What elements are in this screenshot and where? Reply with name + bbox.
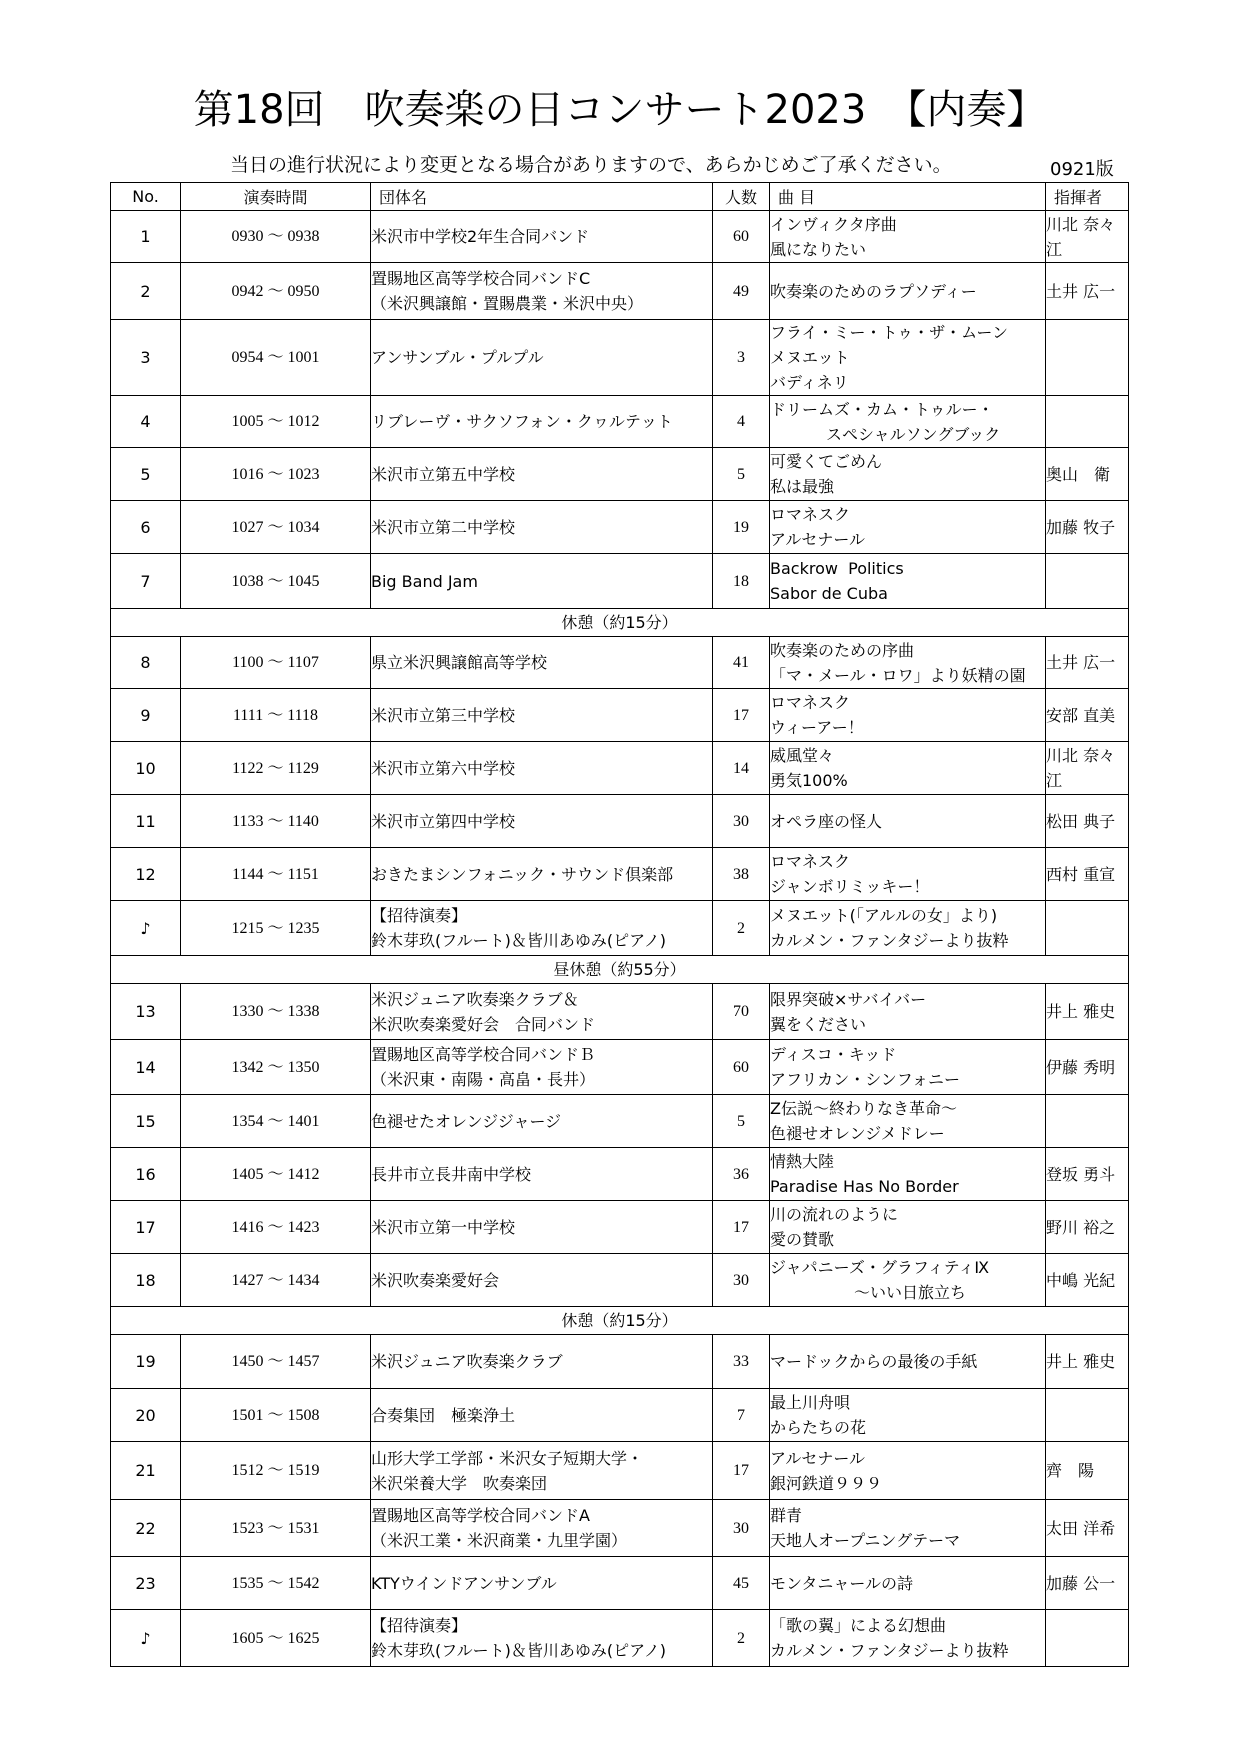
song-title: フライ・ミー・トゥ・ザ・ムーン <box>770 323 1009 342</box>
schedule-row <box>111 211 1129 263</box>
song-title: 「マ・メール・ロワ」より妖精の園 <box>770 665 1026 685</box>
row-number: 4 <box>111 396 181 448</box>
performance-time: 1111 ～ 1118 <box>181 689 371 742</box>
song-title: 「歌の翼」による幻想曲 <box>770 1616 947 1635</box>
song-title: バディネリ <box>770 373 849 392</box>
song-title: 勇気100% <box>770 771 848 790</box>
schedule-body <box>111 211 1129 1667</box>
group-name: 置賜地区高等学校合同バンドC （米沢興譲館・置賜農業・米沢中央） <box>371 263 713 320</box>
schedule-row <box>111 1335 1129 1389</box>
page-title: 第18回 吹奏楽の日コンサート2023 【内奏】 <box>193 87 1047 133</box>
row-number: 15 <box>111 1095 181 1148</box>
performance-time: 0954 ～ 1001 <box>181 320 371 396</box>
member-count: 41 <box>713 637 770 689</box>
performance-time: 1450 ～ 1457 <box>181 1335 371 1389</box>
member-count: 17 <box>713 689 770 742</box>
member-count: 2 <box>713 901 770 956</box>
group-name: 【招待演奏】 鈴木芽玖(フルート)＆皆川あゆみ(ピアノ) <box>371 1610 713 1667</box>
row-number: 1 <box>111 211 181 263</box>
conductor-name: 登坂 勇斗 <box>1046 1148 1129 1201</box>
performance-time: 1005 ～ 1012 <box>181 396 371 448</box>
conductor-name: 松田 典子 <box>1046 795 1129 848</box>
performance-time: 0942 ～ 0950 <box>181 263 371 320</box>
song-list <box>770 1500 1046 1557</box>
performance-time: 0930 ～ 0938 <box>181 211 371 263</box>
performance-time: 1122 ～ 1129 <box>181 742 371 795</box>
song-title: オペラ座の怪人 <box>770 811 883 831</box>
conductor-name: 中嶋 光紀 <box>1046 1254 1129 1307</box>
song-list <box>770 1442 1046 1500</box>
group-name: Big Band Jam <box>371 554 713 609</box>
song-list <box>770 211 1046 263</box>
conductor-name: 伊藤 秀明 <box>1046 1040 1129 1095</box>
member-count: 30 <box>713 795 770 848</box>
song-list <box>770 1610 1046 1667</box>
song-title: ウィーアー！ <box>770 718 864 737</box>
conductor-name: 齊 陽 <box>1046 1442 1129 1500</box>
song-title: ディスコ・キッド <box>770 1045 897 1064</box>
song-title: Paradise Has No Border <box>770 1177 959 1196</box>
group-name: 米沢市立第二中学校 <box>371 501 713 554</box>
row-number: 22 <box>111 1500 181 1557</box>
conductor-name: 太田 洋希 <box>1046 1500 1129 1557</box>
row-number: 9 <box>111 689 181 742</box>
group-name: 米沢ジュニア吹奏楽クラブ＆ 米沢吹奏楽愛好会 合同バンド <box>371 984 713 1040</box>
performance-time: 1427 ～ 1434 <box>181 1254 371 1307</box>
member-count: 60 <box>713 211 770 263</box>
song-title: ジャパニーズ・グラフィティⅨ <box>770 1258 990 1277</box>
song-title: Backrow Politics <box>770 559 904 578</box>
schedule-row <box>111 396 1129 448</box>
song-list <box>770 1201 1046 1254</box>
group-name: 合奏集団 極楽浄土 <box>371 1389 713 1442</box>
conductor-name <box>1046 901 1129 956</box>
group-name: 【招待演奏】 鈴木芽玖(フルート)＆皆川あゆみ(ピアノ) <box>371 901 713 956</box>
song-title: 最上川舟唄 <box>770 1393 851 1412</box>
group-name: 山形大学工学部・米沢女子短期大学・ 米沢栄養大学 吹奏楽団 <box>371 1442 713 1500</box>
row-number: 11 <box>111 795 181 848</box>
song-list <box>770 396 1046 448</box>
conductor-name <box>1046 554 1129 609</box>
song-list <box>770 637 1046 689</box>
break-label: 休憩（約15分） <box>111 1307 1129 1335</box>
member-count: 3 <box>713 320 770 396</box>
conductor-name: 土井 広一 <box>1046 263 1129 320</box>
song-title: 群青 <box>770 1506 803 1525</box>
song-list <box>770 795 1046 848</box>
schedule-row <box>111 1610 1129 1667</box>
member-count: 60 <box>713 1040 770 1095</box>
song-title: ロマネスク <box>770 693 851 712</box>
row-number: 19 <box>111 1335 181 1389</box>
performance-time: 1501 ～ 1508 <box>181 1389 371 1442</box>
song-title: カルメン・ファンタジーより抜粋 <box>770 1641 1009 1660</box>
schedule-row <box>111 554 1129 609</box>
schedule-row <box>111 795 1129 848</box>
conductor-name: 加藤 公一 <box>1046 1557 1129 1610</box>
member-count: 2 <box>713 1610 770 1667</box>
song-title: 愛の賛歌 <box>770 1230 835 1249</box>
member-count: 14 <box>713 742 770 795</box>
schedule-row <box>111 742 1129 795</box>
header-people: 人数 <box>713 183 770 211</box>
schedule-row <box>111 501 1129 554</box>
schedule-row <box>111 689 1129 742</box>
performance-time: 1416 ～ 1423 <box>181 1201 371 1254</box>
row-number: 6 <box>111 501 181 554</box>
conductor-name <box>1046 1095 1129 1148</box>
header-time: 演奏時間 <box>181 183 371 211</box>
group-name: おきたまシンフォニック・サウンド倶楽部 <box>371 848 713 901</box>
group-name: 米沢市中学校2年生合同バンド <box>371 211 713 263</box>
member-count: 17 <box>713 1442 770 1500</box>
song-title: アルセナール <box>770 1448 866 1468</box>
song-title: 限界突破×サバイバー <box>770 989 927 1009</box>
break-row <box>111 1307 1129 1335</box>
song-list <box>770 1040 1046 1095</box>
group-name: 置賜地区高等学校合同バンドA （米沢工業・米沢商業・九里学園） <box>371 1500 713 1557</box>
schedule-row <box>111 637 1129 689</box>
member-count: 38 <box>713 848 770 901</box>
conductor-name: 川北 奈々江 <box>1046 742 1129 795</box>
break-row <box>111 956 1129 984</box>
group-name: 米沢市立第六中学校 <box>371 742 713 795</box>
song-title: メヌエット(「アルルの女」より) <box>770 906 998 925</box>
header-conductor: 指揮者 <box>1046 183 1129 211</box>
song-title: マードックからの最後の手紙 <box>770 1352 978 1371</box>
group-name: 米沢吹奏楽愛好会 <box>371 1254 713 1307</box>
row-number: 16 <box>111 1148 181 1201</box>
performance-time: 1535 ～ 1542 <box>181 1557 371 1610</box>
song-title: 威風堂々 <box>770 746 835 765</box>
conductor-name: 安部 直美 <box>1046 689 1129 742</box>
member-count: 5 <box>713 448 770 501</box>
member-count: 30 <box>713 1254 770 1307</box>
schedule-row <box>111 263 1129 320</box>
song-title: カルメン・ファンタジーより抜粋 <box>770 931 1009 950</box>
schedule-row <box>111 1389 1129 1442</box>
song-list <box>770 320 1046 396</box>
row-number: 20 <box>111 1389 181 1442</box>
conductor-name: 川北 奈々江 <box>1046 211 1129 263</box>
song-list <box>770 501 1046 554</box>
song-title: モンタニャールの詩 <box>770 1573 914 1593</box>
song-list <box>770 848 1046 901</box>
group-name: 米沢ジュニア吹奏楽クラブ <box>371 1335 713 1389</box>
performance-time: 1512 ～ 1519 <box>181 1442 371 1500</box>
song-list <box>770 901 1046 956</box>
group-name: 米沢市立第五中学校 <box>371 448 713 501</box>
song-list <box>770 1254 1046 1307</box>
song-title: ロマネスク <box>770 852 851 871</box>
conductor-name <box>1046 320 1129 396</box>
song-title: 色褪せオレンジメドレー <box>770 1124 945 1143</box>
member-count: 5 <box>713 1095 770 1148</box>
conductor-name: 井上 雅史 <box>1046 1335 1129 1389</box>
member-count: 19 <box>713 501 770 554</box>
schedule-row <box>111 1442 1129 1500</box>
break-label: 休憩（約15分） <box>111 609 1129 637</box>
performance-time: 1144 ～ 1151 <box>181 848 371 901</box>
row-number: 18 <box>111 1254 181 1307</box>
song-list <box>770 984 1046 1040</box>
group-name: 色褪せたオレンジジャージ <box>371 1095 713 1148</box>
song-title: ドリームズ・カム・トゥルー・ <box>770 399 994 419</box>
schedule-row <box>111 901 1129 956</box>
performance-time: 1133 ～ 1140 <box>181 795 371 848</box>
song-title: 川の流れのように <box>770 1205 899 1224</box>
header-group: 団体名 <box>371 183 713 211</box>
song-title: インヴィクタ序曲 <box>770 214 897 234</box>
song-title: 吹奏楽のための序曲 <box>770 640 915 660</box>
song-list <box>770 448 1046 501</box>
schedule-table <box>110 182 1129 1667</box>
song-title: 天地人オープニングテーマ <box>770 1531 961 1550</box>
song-title: 私は最強 <box>770 477 835 496</box>
conductor-name: 土井 広一 <box>1046 637 1129 689</box>
schedule-row <box>111 1040 1129 1095</box>
performance-time: 1354 ～ 1401 <box>181 1095 371 1148</box>
row-number: 21 <box>111 1442 181 1500</box>
song-title: からたちの花 <box>770 1418 867 1437</box>
member-count: 7 <box>713 1389 770 1442</box>
song-title: Sabor de Cuba <box>770 584 888 603</box>
conductor-name: 加藤 牧子 <box>1046 501 1129 554</box>
conductor-name <box>1046 396 1129 448</box>
row-number: 8 <box>111 637 181 689</box>
header-songs: 曲 目 <box>770 183 1046 211</box>
schedule-row <box>111 1557 1129 1610</box>
performance-time: 1016 ～ 1023 <box>181 448 371 501</box>
member-count: 30 <box>713 1500 770 1557</box>
row-number: 14 <box>111 1040 181 1095</box>
row-number: 7 <box>111 554 181 609</box>
song-title: メヌエット <box>770 348 850 367</box>
song-list <box>770 689 1046 742</box>
song-title: 情熱大陸 <box>770 1152 835 1171</box>
schedule-row <box>111 1254 1129 1307</box>
schedule-row <box>111 1500 1129 1557</box>
row-number: 12 <box>111 848 181 901</box>
schedule-row <box>111 448 1129 501</box>
schedule-row <box>111 320 1129 396</box>
schedule-row <box>111 984 1129 1040</box>
group-name: 県立米沢興譲館高等学校 <box>371 637 713 689</box>
song-title: ～いい日旅立ち <box>854 1283 967 1302</box>
song-title: アルセナール <box>770 530 866 549</box>
song-list <box>770 1389 1046 1442</box>
song-title: 可愛くてごめん <box>770 452 883 471</box>
song-title: スペシャルソングブック <box>826 424 1001 444</box>
row-number: ♪ <box>111 1610 181 1667</box>
song-list <box>770 1148 1046 1201</box>
version-label: 0921版 <box>1050 159 1114 180</box>
performance-time: 1405 ～ 1412 <box>181 1148 371 1201</box>
member-count: 17 <box>713 1201 770 1254</box>
row-number: 2 <box>111 263 181 320</box>
conductor-name: 井上 雅史 <box>1046 984 1129 1040</box>
performance-time: 1215 ～ 1235 <box>181 901 371 956</box>
member-count: 70 <box>713 984 770 1040</box>
song-title: Z伝説～終わりなき革命～ <box>770 1099 957 1118</box>
conductor-name: 奥山 衛 <box>1046 448 1129 501</box>
performance-time: 1027 ～ 1034 <box>181 501 371 554</box>
member-count: 33 <box>713 1335 770 1389</box>
notice-text: 当日の進行状況により変更となる場合がありますので、あらかじめご了承ください。 <box>230 154 952 176</box>
song-title: 銀河鉄道９９９ <box>770 1473 883 1493</box>
song-list <box>770 742 1046 795</box>
row-number: 3 <box>111 320 181 396</box>
row-number: 23 <box>111 1557 181 1610</box>
conductor-name: 野川 裕之 <box>1046 1201 1129 1254</box>
group-name: 長井市立長井南中学校 <box>371 1148 713 1201</box>
row-number: 13 <box>111 984 181 1040</box>
member-count: 49 <box>713 263 770 320</box>
song-title: 風になりたい <box>770 239 867 259</box>
song-list <box>770 554 1046 609</box>
conductor-name: 西村 重宣 <box>1046 848 1129 901</box>
group-name: KTYウインドアンサンブル <box>371 1557 713 1610</box>
performance-time: 1330 ～ 1338 <box>181 984 371 1040</box>
performance-time: 1038 ～ 1045 <box>181 554 371 609</box>
song-title: 吹奏楽のためのラプソディー <box>770 281 977 301</box>
song-title: ジャンボリミッキー！ <box>770 877 930 896</box>
member-count: 36 <box>713 1148 770 1201</box>
row-number: 5 <box>111 448 181 501</box>
member-count: 18 <box>713 554 770 609</box>
group-name: 米沢市立第四中学校 <box>371 795 713 848</box>
header-row <box>111 183 1129 211</box>
group-name: 米沢市立第三中学校 <box>371 689 713 742</box>
performance-time: 1342 ～ 1350 <box>181 1040 371 1095</box>
header-no: No. <box>111 183 181 211</box>
performance-time: 1100 ～ 1107 <box>181 637 371 689</box>
performance-time: 1523 ～ 1531 <box>181 1500 371 1557</box>
song-list <box>770 1095 1046 1148</box>
song-title: ロマネスク <box>770 505 851 524</box>
group-name: 置賜地区高等学校合同バンドＢ （米沢東・南陽・高畠・長井） <box>371 1040 713 1095</box>
member-count: 45 <box>713 1557 770 1610</box>
group-name: 米沢市立第一中学校 <box>371 1201 713 1254</box>
performance-time: 1605 ～ 1625 <box>181 1610 371 1667</box>
schedule-row <box>111 1095 1129 1148</box>
song-list <box>770 263 1046 320</box>
row-number: 17 <box>111 1201 181 1254</box>
song-list <box>770 1335 1046 1389</box>
group-name: リブレーヴ・サクソフォン・クヮルテット <box>371 396 713 448</box>
song-list <box>770 1557 1046 1610</box>
schedule-row <box>111 1148 1129 1201</box>
row-number: ♪ <box>111 901 181 956</box>
song-title: アフリカン・シンフォニー <box>770 1070 961 1089</box>
schedule-row <box>111 848 1129 901</box>
break-row <box>111 609 1129 637</box>
member-count: 4 <box>713 396 770 448</box>
conductor-name <box>1046 1389 1129 1442</box>
group-name: アンサンブル・プルプル <box>371 320 713 396</box>
song-title: 翼をください <box>770 1014 867 1034</box>
break-label: 昼休憩（約55分） <box>111 956 1129 984</box>
schedule-row <box>111 1201 1129 1254</box>
row-number: 10 <box>111 742 181 795</box>
conductor-name <box>1046 1610 1129 1667</box>
